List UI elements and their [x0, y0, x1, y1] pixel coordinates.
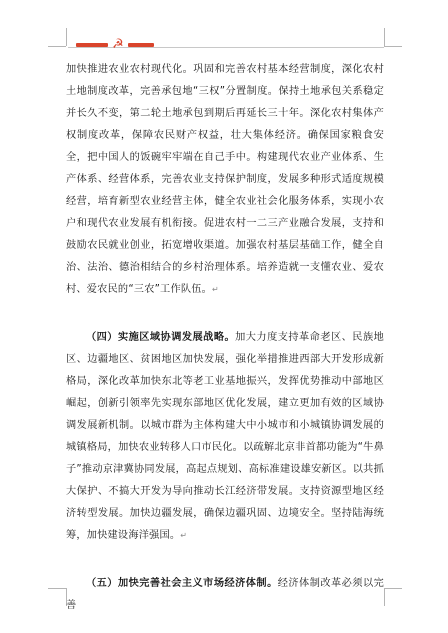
- paragraph-agriculture: [66, 59, 384, 301]
- crop-mark-bottom-left-h: [48, 588, 66, 589]
- paragraph-market-economy: [66, 573, 384, 617]
- document-body: [66, 59, 384, 617]
- paragraph-regional-development: [66, 327, 384, 547]
- paragraph-mark-icon: ↵: [180, 531, 188, 540]
- paragraph-mark-icon: ↵: [212, 285, 219, 294]
- paragraph-text: 加快推进农业农村现代化。巩固和完善农村基本经营制度，深化农村土地制度改革，完善承包地“三权”分置制度。保持土地承包关系稳定并长久不变，第二轮土地承包到期后再延长三十年。深化农村集体产权制度改革，保障农民财产权益，壮大集体经济。确保国家粮食安全，把中国人的饭碗牢牢端在自己手中。构建现代农业产业体系、生产体系、经营体系，完善农业支持保护制度，发展多种形式适度规模经营，培育新型农业经营主体，健全农业社会化服务体系，实现小农户和现代农业发展有机衔接。促进农村一二三产业融合发展，支持和鼓励农民就业创业，拓宽增收渠道。加强农村基层基础工作，健全自治、法治、德治相结合的乡村治理体系。培养造就一支懂农业、爱农村、爱农民的“三农”工作队伍。: [66, 64, 384, 295]
- crop-mark-top-left-h: [48, 46, 66, 47]
- paragraph-text: 经济体制改革必须以完善: [66, 578, 384, 611]
- paragraph-heading: （五）加快完善社会主义市场经济体制。: [86, 578, 278, 589]
- crop-mark-bottom-right-h: [384, 588, 402, 589]
- crop-mark-top-right-h: [384, 46, 402, 47]
- banner-bar-left: [76, 43, 108, 47]
- paragraph-heading: （四）实施区域协调发展战略。: [86, 332, 236, 343]
- banner-bar-right: [128, 43, 154, 47]
- header-banner: [76, 37, 156, 53]
- crop-mark-top-left-v: [66, 28, 67, 46]
- crop-mark-top-right-v: [384, 28, 385, 46]
- paragraph-text: 加大力度支持革命老区、民族地区、边疆地区、贫困地区加快发展，强化举措推进西部大开发形成新格局，深化改革加快东北等老工业基地振兴，发挥优势推动中部地区崛起，创新引领率先实现东部地区优化发展，建立更加有效的区域协调发展新机制。以城市群为主体构建大中小城市和小城镇协调发展的城镇格局，加快农业转移人口市民化。以疏解北京非首都功能为“牛鼻子”推动京津冀协同发展，高起点规划、高标准建设雄安新区。以共抓大保护、不搞大开发为导向推动长江经济带发展。支持资源型地区经济转型发展。加快边疆发展，确保边疆巩固、边境安全。坚持陆海统筹，加快建设海洋强国。: [66, 332, 384, 541]
- crop-mark-bottom-right-v: [384, 588, 385, 606]
- party-emblem-icon: ☭: [112, 37, 124, 52]
